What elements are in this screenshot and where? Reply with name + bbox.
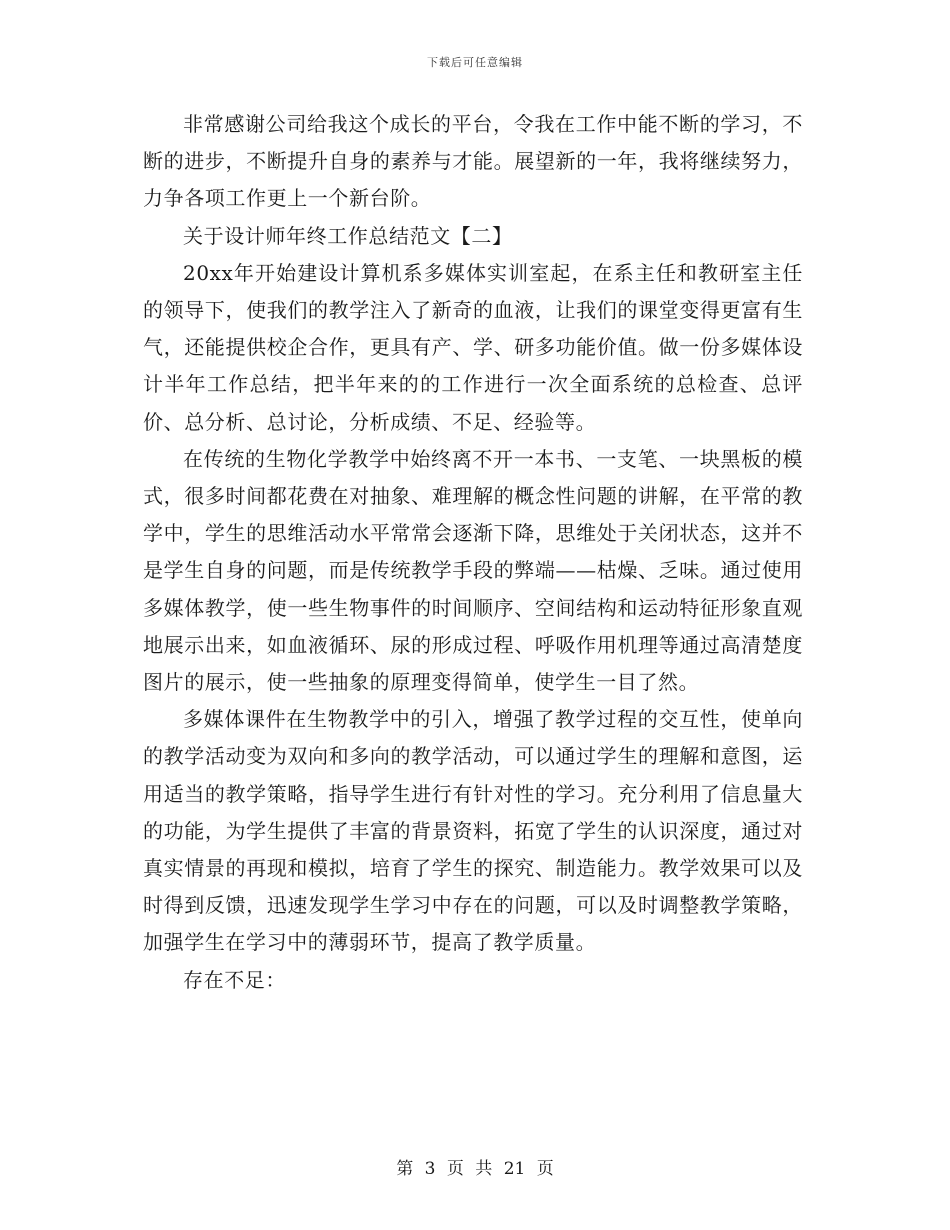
paragraph-traditional-teaching: 在传统的生物化学教学中始终离不开一本书、一支笔、一块黑板的模式，很多时间都花费在对抽象、难理解的概念性问题的讲解，在平常的教学中，学生的思维活动水平常常会逐渐下降，思维处于关闭状态，这并不是学生自身的问题，而是传统教学手段的弊端——枯燥、乏味。通过使用多媒体教学，使一些生物事件的时间顺序、空间结构和运动特征形象直观地展示出来，如血液循环、尿的形成过程、呼吸作用机理等通过高清楚度图片的展示，使一些抽象的原理变得简单，使学生一目了然。 [143,446,803,695]
paragraph-shortcomings: 存在不足： [183,967,286,992]
paragraph-intro: 20xx年开始建设计算机系多媒体实训室起，在系主任和教研室主任的领导下，使我们的教学注入了新奇的血液，让我们的课堂变得更富有生气，还能提供校企合作，更具有产、学、研多功能价值。做一份多媒体设计半年工作总结，把半年来的的工作进行一次全面系统的总检查、总评价、总分析、总讨论，分析成绩、不足、经验等。 [143,260,803,434]
section-title: 关于设计师年终工作总结范文【二】 [183,223,513,248]
header-note: 下载后可任意编辑 [427,56,523,69]
page-number: 第 3 页 共 21 页 [396,1159,554,1179]
paragraph-thanks: 非常感谢公司给我这个成长的平台，令我在工作中能不断的学习，不断的进步，不断提升自身的素养与才能。展望新的一年，我将继续努力，力争各项工作更上一个新台阶。 [143,112,803,211]
document-body [143,106,803,999]
paragraph-multimedia-benefits: 多媒体课件在生物教学中的引入，增强了教学过程的交互性，使单向的教学活动变为双向和多向的教学活动，可以通过学生的理解和意图，运用适当的教学策略，指导学生进行有针对性的学习。充分利用了信息量大的功能，为学生提供了丰富的背景资料，拓宽了学生的认识深度，通过对真实情景的再现和模拟，培育了学生的探究、制造能力。教学效果可以及时得到反馈，迅速发现学生学习中存在的问题，可以及时调整教学策略，加强学生在学习中的薄弱环节，提高了教学质量。 [143,707,803,955]
